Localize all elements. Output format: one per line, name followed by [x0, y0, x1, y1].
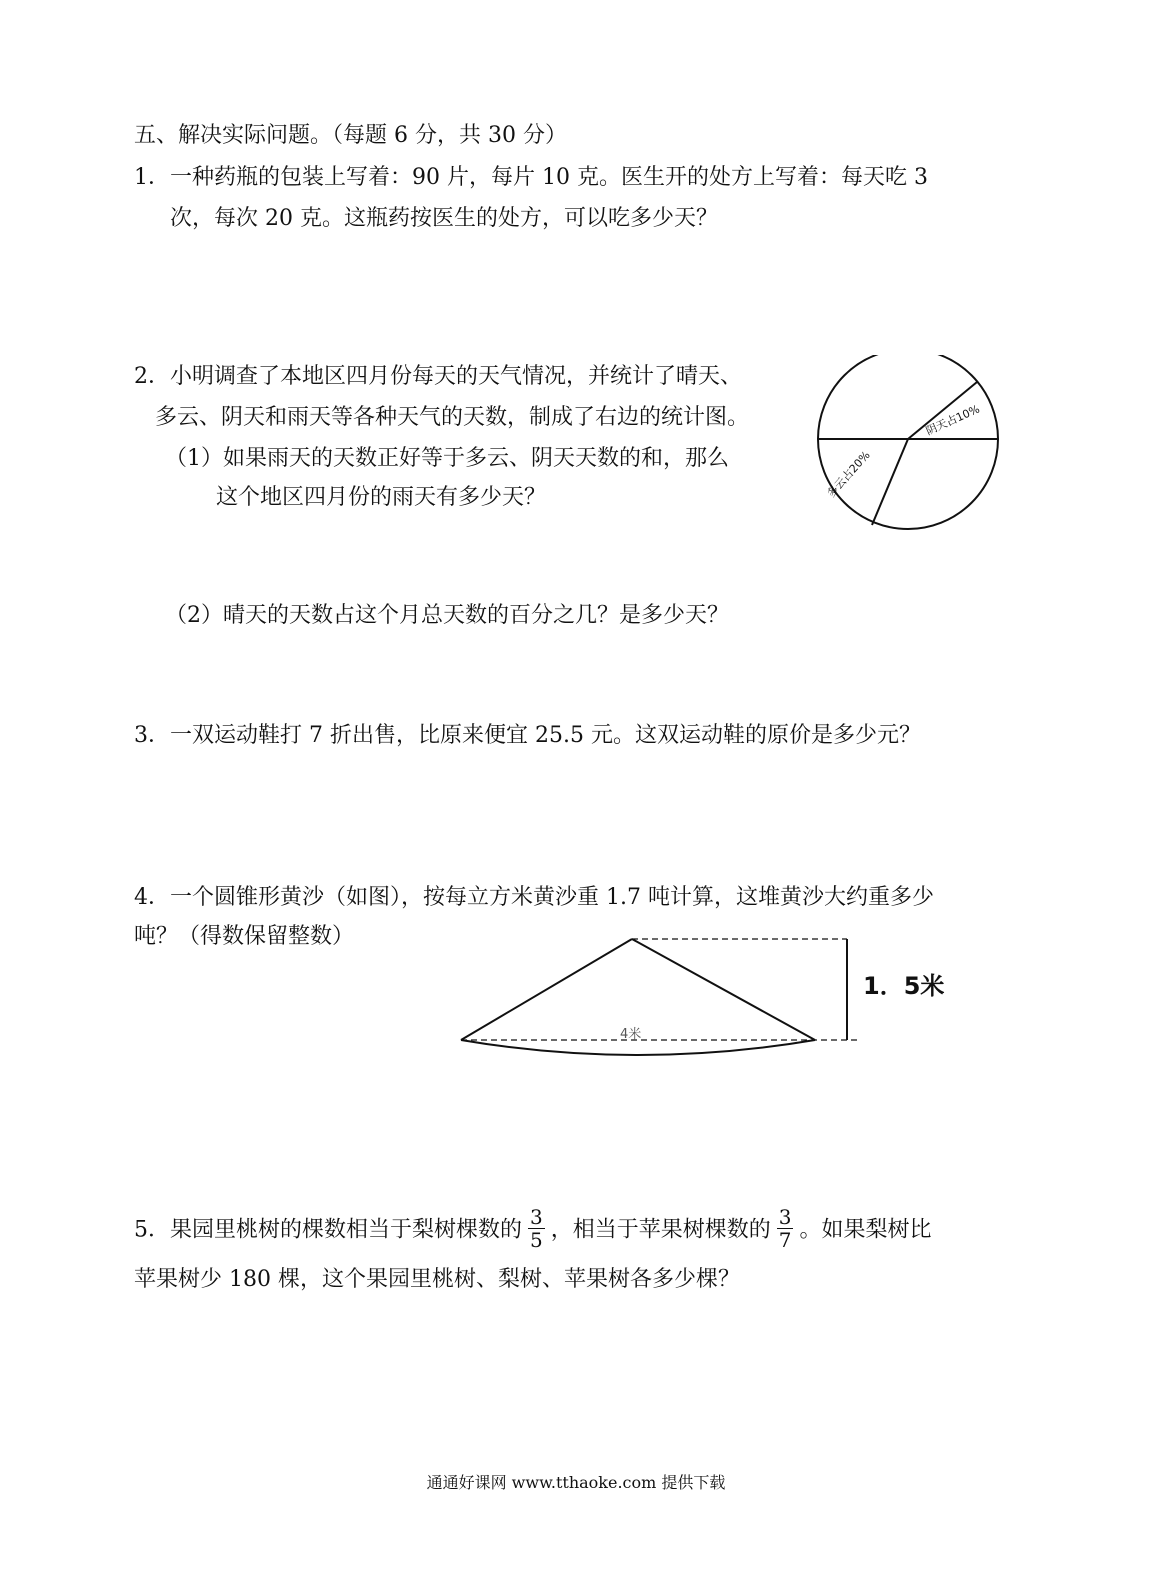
q4-line2: 吨？（得数保留整数） — [134, 924, 355, 949]
q5-line1 — [134, 1205, 932, 1253]
cone-left-side — [461, 939, 632, 1040]
weather-pie-chart — [810, 355, 1010, 540]
q2-sub1-line2: 这个地区四月份的雨天有多少天？ — [216, 485, 547, 510]
cone-base-arc — [461, 1040, 815, 1055]
pie-label-cloudy: 多云占20% — [824, 448, 873, 501]
frac1-numerator: 3 — [530, 1205, 543, 1229]
q5-text-c: 。如果梨树比 — [799, 1217, 932, 1243]
page-footer: 通通好课网 www.tthaoke.com 提供下载 — [426, 1473, 726, 1492]
cone-figure — [455, 930, 955, 1070]
cone-height-label: 1．5米 — [863, 972, 945, 1000]
pie-outline — [818, 355, 998, 529]
q4-line1: 4．一个圆锥形黄沙（如图），按每立方米黄沙重 1.7 吨计算，这堆黄沙大约重多少 — [134, 885, 934, 910]
frac2-denominator: 7 — [778, 1228, 792, 1252]
pie-label-overcast: 阴天占10% — [923, 402, 982, 438]
q1-line1: 1．一种药瓶的包装上写着：90 片，每片 10 克。医生开的处方上写着：每天吃 3 — [134, 165, 928, 190]
pie-radius-lower — [872, 439, 908, 525]
fraction-three-fifths — [528, 1206, 545, 1251]
frac1-denominator: 5 — [530, 1228, 543, 1252]
q2-sub1-line1: （1）如果雨天的天数正好等于多云、阴天天数的和，那么 — [165, 446, 729, 471]
fraction-three-sevenths — [777, 1206, 794, 1251]
q5-text-a: 5．果园里桃树的棵数相当于梨树棵数的 — [134, 1217, 522, 1243]
section-heading: 五、解决实际问题。（每题 6 分，共 30 分） — [134, 123, 567, 148]
frac2-numerator: 3 — [778, 1205, 792, 1229]
cone-right-side — [632, 939, 815, 1040]
cone-diameter-label: 4米 — [620, 1027, 642, 1042]
q5-line2: 苹果树少 180 棵，这个果园里桃树、梨树、苹果树各多少棵？ — [134, 1267, 740, 1292]
q2-sub2: （2）晴天的天数占这个月总天数的百分之几？是多少天？ — [165, 603, 729, 628]
q2-line1: 2．小明调查了本地区四月份每天的天气情况，并统计了晴天、 — [134, 364, 742, 389]
q2-line2: 多云、阴天和雨天等各种天气的天数，制成了右边的统计图。 — [155, 405, 750, 430]
q3-line1: 3．一双运动鞋打 7 折出售，比原来便宜 25.5 元。这双运动鞋的原价是多少元？ — [134, 723, 921, 748]
q1-line2: 次，每次 20 克。这瓶药按医生的处方，可以吃多少天？ — [170, 206, 718, 231]
q5-text-b: ，相当于苹果树棵数的 — [550, 1217, 771, 1243]
